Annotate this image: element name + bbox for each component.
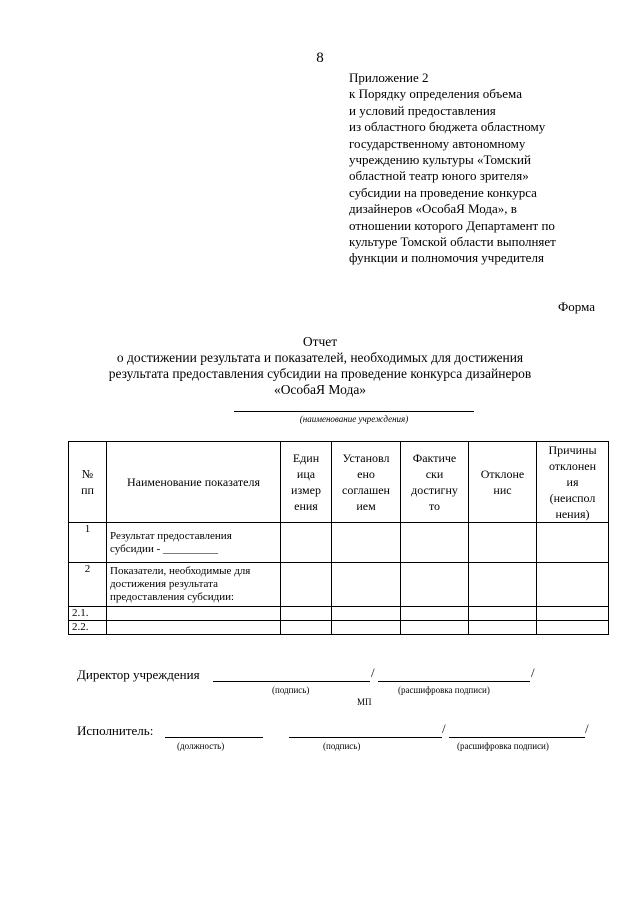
cell-line: ия: [566, 475, 579, 489]
executor-decoding-caption: (расшифровка подписи): [457, 741, 549, 751]
row-cell[interactable]: [401, 563, 469, 607]
director-slash: /: [371, 665, 375, 680]
appendix-line: функции и полномочия учредителя: [349, 250, 544, 266]
appendix-line: и условий предоставления: [349, 102, 496, 118]
cell-line: ено: [357, 467, 375, 481]
header-num: [69, 442, 107, 523]
cell-line: нис: [493, 483, 512, 497]
report-subtitle-line: результата предоставления субсидии на проведение конкурса дизайнеров: [108, 366, 532, 381]
row-num: 2.2.: [69, 621, 107, 635]
row-cell[interactable]: [332, 523, 401, 563]
appendix-line: государственному автономному: [349, 135, 526, 151]
row-cell[interactable]: [401, 523, 469, 563]
director-slash-end: /: [531, 665, 535, 680]
cell-line: ием: [356, 499, 376, 513]
cell-line: ица: [296, 467, 316, 481]
cell-line: ения: [294, 499, 318, 513]
cell-line: Результат предоставления: [110, 529, 232, 542]
row-name[interactable]: [107, 621, 281, 635]
cell-line: то: [428, 499, 441, 513]
row-name[interactable]: [107, 523, 281, 563]
stamp-label: МП: [357, 697, 372, 707]
row-cell[interactable]: [332, 607, 401, 621]
cell-line: субсидии - __________: [110, 542, 218, 555]
row-cell[interactable]: [469, 621, 537, 635]
executor-signature-caption: (подпись): [323, 741, 361, 751]
table-row: [69, 563, 609, 607]
report-heading: [0, 334, 640, 398]
cell-line: Един: [292, 451, 320, 465]
row-cell[interactable]: [281, 523, 332, 563]
row-cell[interactable]: [281, 607, 332, 621]
row-name[interactable]: [107, 607, 281, 621]
row-cell[interactable]: [332, 621, 401, 635]
header-deviation: [469, 442, 537, 523]
report-subtitle-line: о достижении результата и показателей, необходимых для достижения: [116, 350, 524, 365]
form-label: Форма: [558, 299, 595, 314]
row-cell[interactable]: [537, 607, 609, 621]
cell-line: соглашен: [342, 483, 390, 497]
row-cell[interactable]: [401, 607, 469, 621]
executor-signature-line[interactable]: [289, 737, 442, 738]
row-cell[interactable]: [401, 621, 469, 635]
cell-line: Фактиче: [412, 451, 457, 465]
cell-line: ски: [425, 467, 444, 481]
cell-line: Причины: [548, 443, 597, 457]
row-num: 2: [69, 563, 107, 607]
appendix-line: к Порядку определения объема: [349, 86, 522, 102]
row-cell[interactable]: [537, 523, 609, 563]
appendix-line: отношении которого Департамент по: [349, 217, 555, 233]
header-actual: [401, 442, 469, 523]
row-cell[interactable]: [281, 621, 332, 635]
indicators-table: [68, 441, 609, 635]
table-row: [69, 621, 609, 635]
row-cell[interactable]: [469, 523, 537, 563]
header-unit: [281, 442, 332, 523]
cell-line: предоставления субсидии:: [110, 591, 235, 603]
cell-line: №: [81, 467, 94, 481]
appendix-line: субсидии на проведение конкурса: [349, 184, 537, 200]
table-row: [69, 607, 609, 621]
header-agreed: [332, 442, 401, 523]
appendix-line: учреждению культуры «Томский: [349, 152, 531, 168]
cell-line: пп: [81, 483, 94, 497]
appendix-line: культуре Томской области выполняет: [349, 234, 556, 250]
appendix-line: областной театр юного зрителя»: [349, 168, 529, 184]
director-signature-caption: (подпись): [272, 685, 310, 695]
cell-line: Установл: [342, 451, 390, 465]
row-cell[interactable]: [469, 607, 537, 621]
appendix-line: дизайнеров «ОсобаЯ Мода», в: [349, 201, 517, 217]
row-cell[interactable]: [537, 563, 609, 607]
director-signature-line[interactable]: [213, 681, 370, 682]
header-reasons: [537, 442, 609, 523]
cell-line: отклонен: [548, 459, 597, 473]
header-name: [107, 442, 281, 523]
executor-decoding-line[interactable]: [449, 737, 585, 738]
cell-line: измер: [291, 483, 321, 497]
cell-line: (неиспол: [549, 491, 596, 505]
table-header-row: [69, 442, 609, 523]
report-subtitle-line: «ОсобаЯ Мода»: [273, 382, 367, 397]
org-name-line[interactable]: [234, 411, 474, 412]
executor-slash: /: [442, 721, 446, 736]
cell-line: Отклоне: [480, 467, 525, 481]
cell-line: достигну: [411, 483, 458, 497]
director-decoding-caption: (расшифровка подписи): [398, 685, 490, 695]
executor-position-line[interactable]: [165, 737, 263, 738]
cell-line: достижения результата: [110, 578, 218, 590]
appendix-line: Приложение 2: [349, 70, 429, 85]
row-cell[interactable]: [469, 563, 537, 607]
row-cell[interactable]: [537, 621, 609, 635]
row-num: 2.1.: [69, 607, 107, 621]
cell-line: Наименование показателя: [127, 475, 260, 489]
cell-line: Показатели, необходимые для: [110, 565, 251, 577]
report-title: Отчет: [302, 334, 338, 349]
org-name-caption: (наименование учреждения): [299, 414, 409, 424]
page-number: 8: [316, 50, 324, 66]
executor-position-caption: (должность): [177, 741, 225, 751]
director-decoding-line[interactable]: [378, 681, 530, 682]
row-cell[interactable]: [332, 563, 401, 607]
appendix-block: [349, 70, 609, 267]
appendix-line: из областного бюджета областному: [349, 119, 546, 135]
executor-label: Исполнитель:: [77, 723, 154, 738]
row-cell[interactable]: [281, 563, 332, 607]
row-num: 1: [69, 523, 107, 563]
executor-slash-end: /: [585, 721, 589, 736]
cell-line: нения): [555, 507, 590, 521]
director-label: Директор учреждения: [77, 667, 200, 682]
table-row: [69, 523, 609, 563]
row-name[interactable]: [107, 563, 281, 607]
